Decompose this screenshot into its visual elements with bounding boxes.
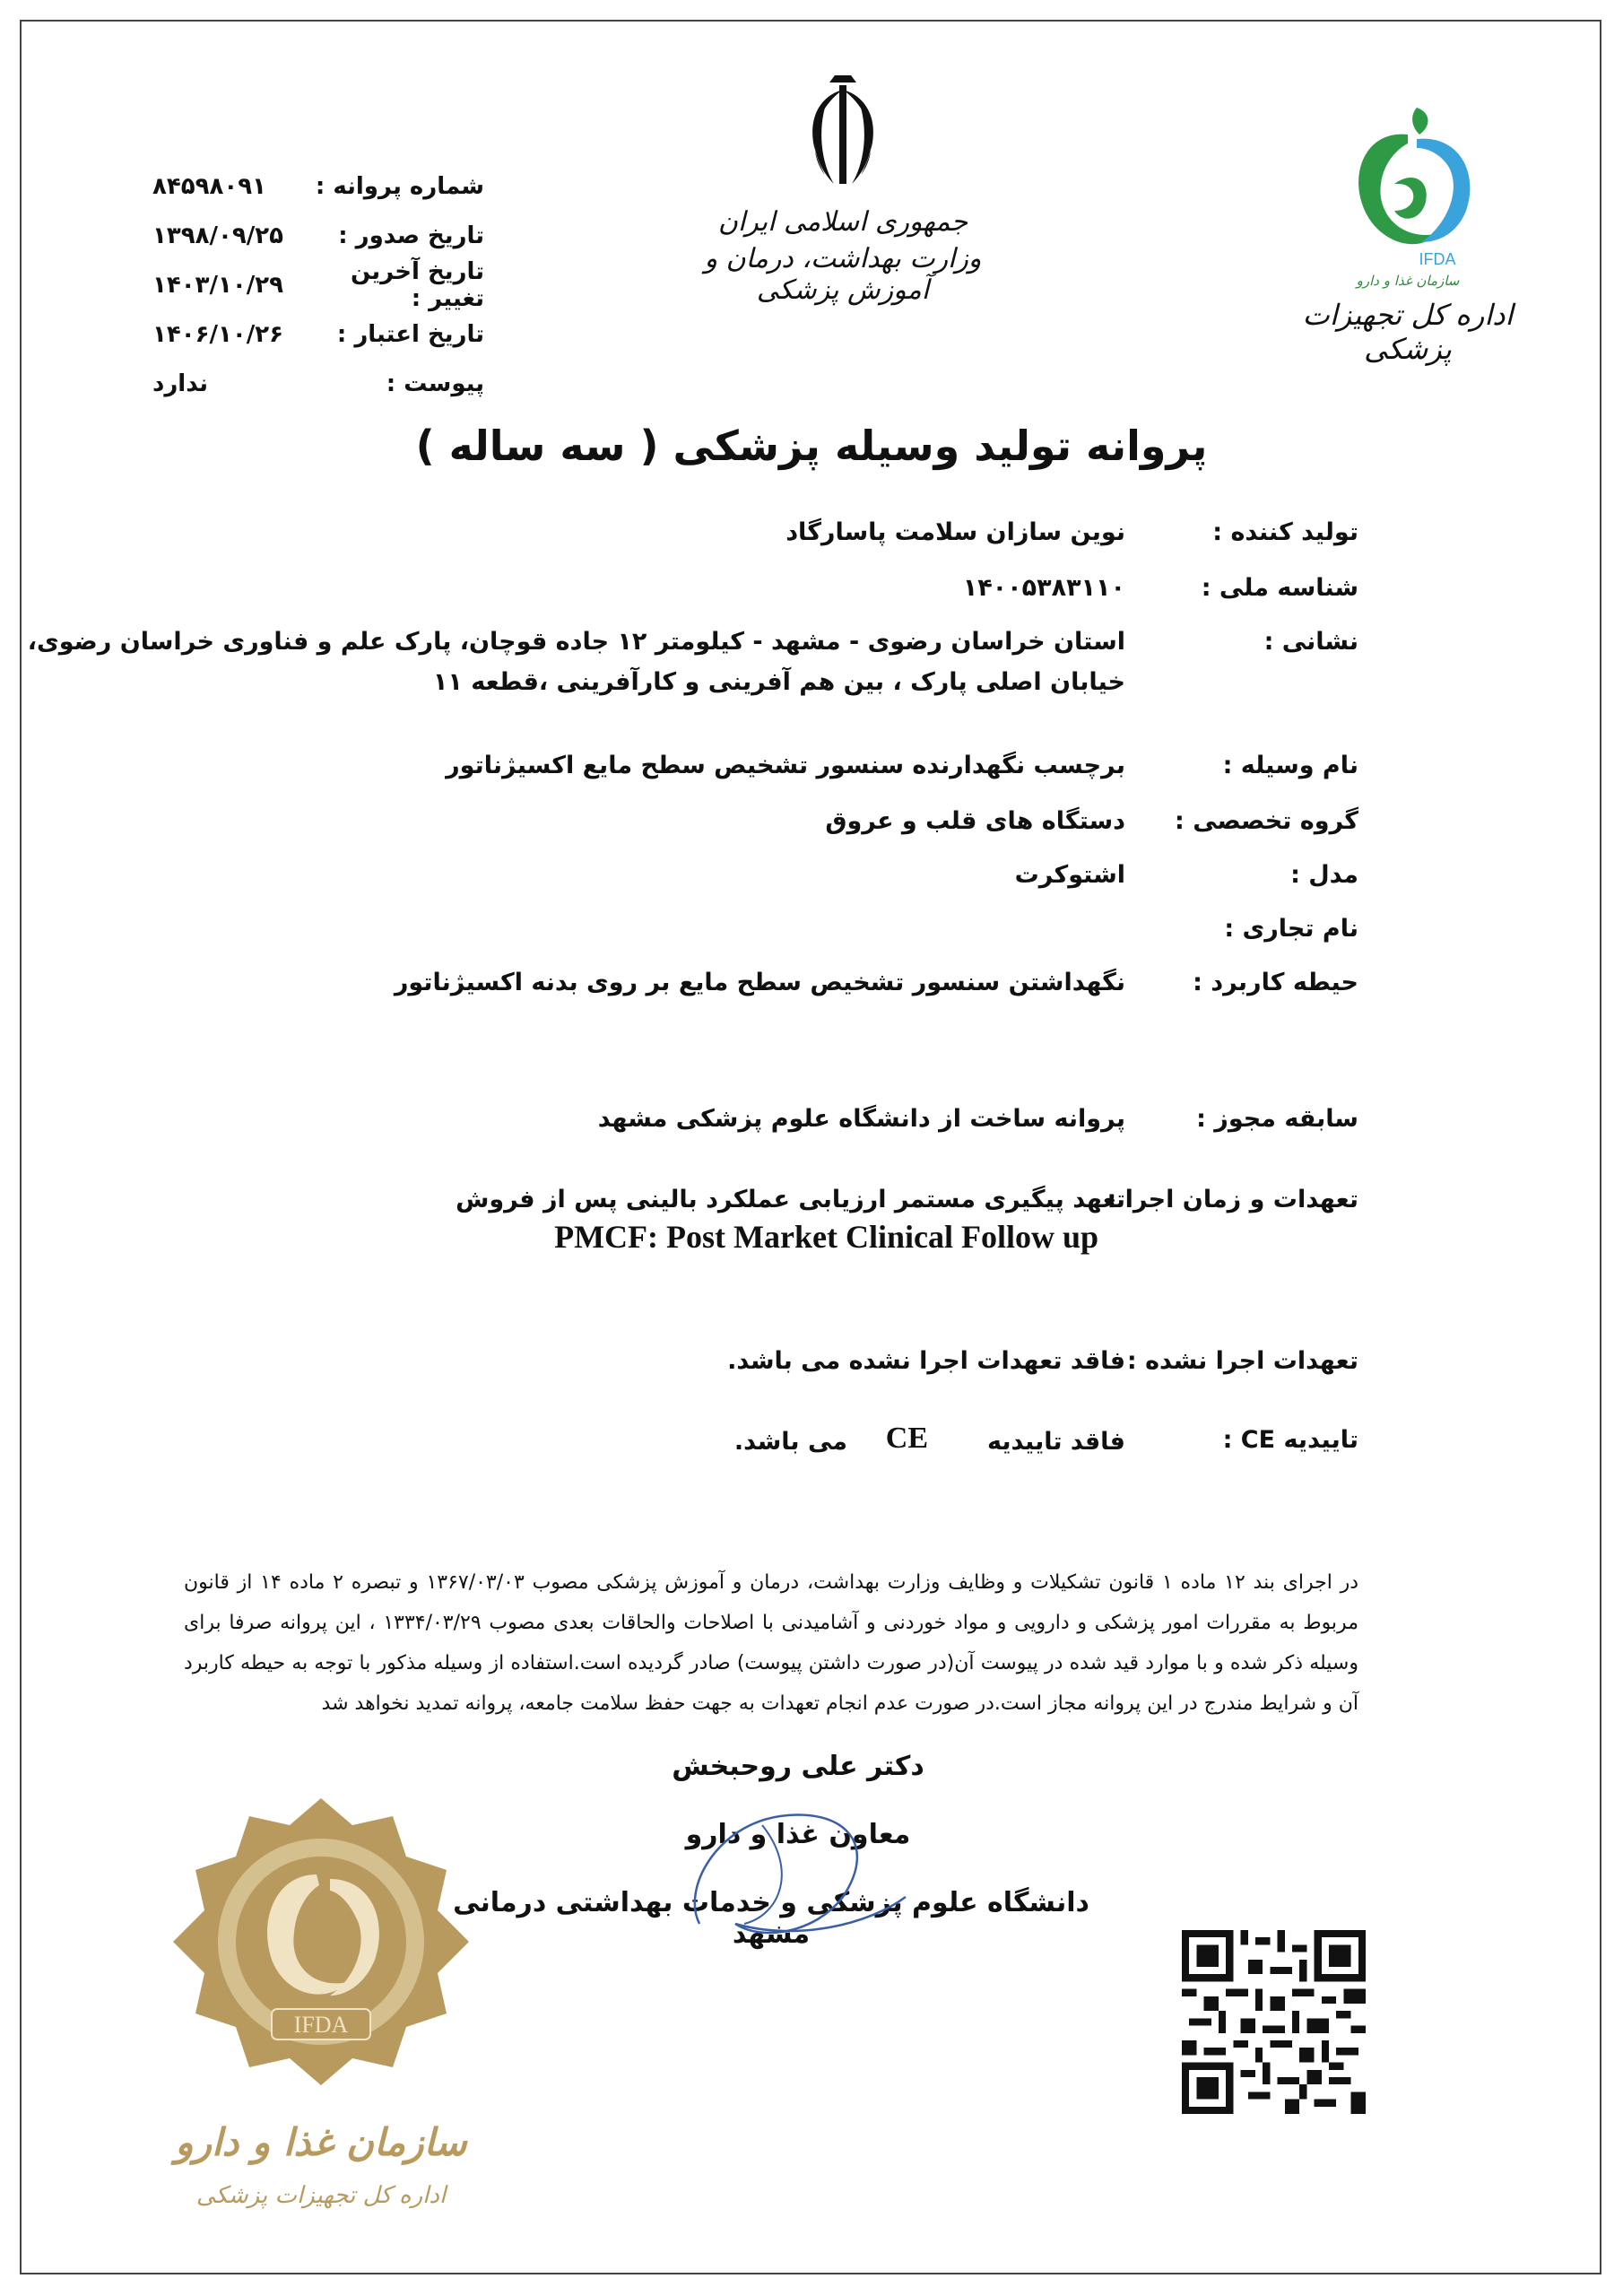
- license-info: [143, 161, 484, 408]
- pmcf-note: PMCF: Post Market Clinical Follow up: [554, 1219, 1098, 1255]
- last-change-label: تاریخ آخرین تغییر :: [350, 257, 484, 312]
- address-line2: خیابان اصلی پارک ، بین هم آفرینی و کارآفرینی ،قطعه ۱۱: [432, 668, 1125, 696]
- national-id-label: شناسه ملی :: [1201, 574, 1358, 602]
- seal-brand: سازمان غذا و دارو: [175, 2120, 467, 2164]
- producer-label: تولید کننده :: [1212, 518, 1358, 546]
- last-change-date: ۱۴۰۳/۱۰/۲۹: [152, 271, 283, 299]
- scope-label: حیطه کاربرد :: [1193, 969, 1358, 996]
- emblem-line2: وزارت بهداشت، درمان و آموزش پزشکی: [704, 243, 982, 306]
- emblem-icon: [776, 72, 910, 197]
- ifda-logo-top: [1282, 99, 1533, 366]
- ce-part3: می باشد.: [733, 1428, 847, 1456]
- signer-name: دکتر علی روحبخش: [672, 1751, 924, 1782]
- ifda-office: اداره کل تجهیزات پزشکی: [1302, 298, 1514, 366]
- qr-code: [1182, 1930, 1366, 2114]
- emblem-line1: جمهوری اسلامی ایران: [717, 206, 968, 238]
- unfulfilled-label: تعهدات اجرا نشده :: [1126, 1347, 1358, 1375]
- document-title: پروانه تولید وسیله پزشکی ( سه ساله ): [415, 422, 1208, 470]
- ifda-logo-icon: [1332, 99, 1484, 269]
- signer-org: دانشگاه علوم پزشکی و خدمات بهداشتی درمانی مشهد: [453, 1887, 1089, 1950]
- ce-part1: فاقد تاییدیه: [986, 1428, 1125, 1456]
- obligations-label: تعهدات و زمان اجرا :: [1107, 1186, 1358, 1213]
- seal-stamp-icon: [160, 1785, 482, 2126]
- issue-date: ۱۳۹۸/۰۹/۲۵: [152, 222, 283, 249]
- seal-office: اداره کل تجهیزات پزشکی: [195, 2182, 447, 2209]
- address-line1: استان خراسان رضوی - مشهد - کیلومتر ۱۲ جاده قوچان، پارک علم و فناوری خراسان رضوی،: [27, 628, 1125, 656]
- device: برچسب نگهدارنده سنسور تشخیص سطح مایع اکسیژناتور: [446, 752, 1125, 779]
- national-id: ۱۴۰۰۵۳۸۳۱۱۰: [962, 574, 1125, 602]
- device-label: نام وسیله :: [1222, 752, 1358, 779]
- unfulfilled: فاقد تعهدات اجرا نشده می باشد.: [727, 1347, 1125, 1375]
- group-label: گروه تخصصی :: [1175, 807, 1358, 835]
- attachment-label: پیوست :: [386, 370, 484, 397]
- signature-scribble: [664, 1789, 933, 1969]
- ifda-brand: سازمان غذا و دارو: [1356, 273, 1460, 289]
- producer: نوین سازان سلامت پاسارگاد: [785, 518, 1125, 546]
- validity-date: ۱۴۰۶/۱۰/۲۶: [152, 320, 283, 348]
- ifda-abbr: IFDA: [1419, 250, 1456, 268]
- trade-name-label: نام تجاری :: [1224, 915, 1358, 943]
- group: دستگاه های قلب و عروق: [825, 807, 1125, 835]
- model-label: مدل :: [1290, 861, 1358, 889]
- ifda-seal: [160, 1785, 482, 2269]
- ce-part2: CE: [885, 1422, 928, 1455]
- license-number: ۸۴۵۹۸۰۹۱: [152, 172, 266, 200]
- history-label: سابقه مجوز :: [1196, 1105, 1358, 1133]
- signer-role: معاون غذا و دارو: [685, 1819, 911, 1850]
- address-label: نشانی :: [1263, 628, 1358, 656]
- model: اشتوکرت: [1014, 861, 1125, 889]
- history: پروانه ساخت از دانشگاه علوم پزشکی مشهد: [597, 1105, 1125, 1133]
- seal-abbr: IFDA: [293, 2012, 349, 2038]
- validity-label: تاریخ اعتبار :: [336, 320, 484, 348]
- license-number-label: شماره پروانه :: [315, 172, 484, 200]
- ce-label: تاییدیه CE :: [1222, 1426, 1358, 1454]
- obligations: تعهد پیگیری مستمر ارزیابی عملکرد بالینی پس از فروش: [456, 1186, 1125, 1213]
- attachment-value: ندارد: [152, 370, 209, 397]
- iran-emblem: [681, 72, 1004, 306]
- legal-text: در اجرای بند ۱۲ ماده ۱ قانون تشکیلات و وظایف وزارت بهداشت، درمان و آموزش پزشکی مصوب ۱۳۶۷/۰۳/۰۳ و تبصره ۲ ماده ۱۴ از قانون مربوط به مقررات امور پزشکی و دارویی و مواد خوردنی و آشامیدنی با اصلاحات والحاقات بعدی مصوب ۱۳۳۴/۰۳/۲۹ ، این پروانه صرفا برای وسیله ذکر شده و با موارد قید شده در پیوست آن(در صورت داشتن پیوست) صادر گردیده است.استفاده از وسیله مذکور با توجه به حیطه کاربرد آن و شرایط مندرج در این پروانه مجاز است.در صورت عدم انجام تعهدات به جهت حفظ سلامت جامعه، پروانه تمدید نخواهد شد: [184, 1571, 1359, 1715]
- scope: نگهداشتن سنسور تشخیص سطح مایع بر روی بدنه اکسیژناتور: [394, 969, 1125, 996]
- issue-date-label: تاریخ صدور :: [338, 222, 484, 249]
